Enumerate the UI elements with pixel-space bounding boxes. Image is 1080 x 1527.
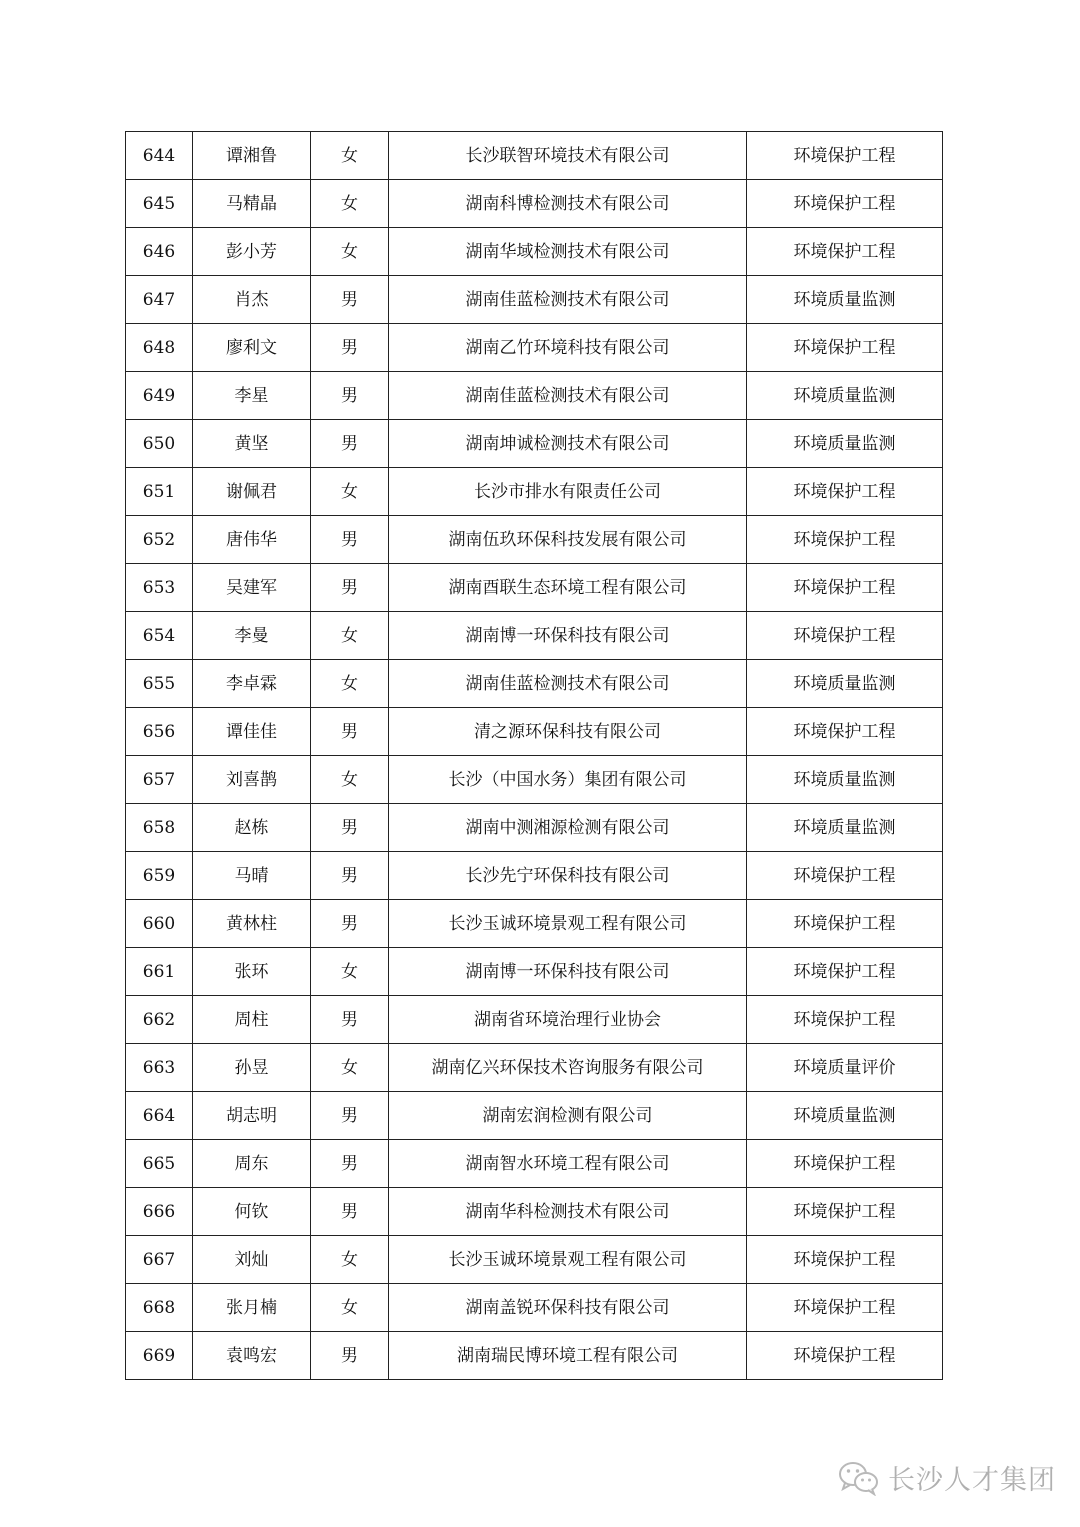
company-cell: 湖南佳蓝检测技术有限公司 [389,372,747,420]
specialty-cell: 环境保护工程 [747,612,943,660]
index-cell: 650 [126,420,193,468]
name-cell: 吴建军 [193,564,311,612]
name-cell: 肖杰 [193,276,311,324]
name-cell: 胡志明 [193,1092,311,1140]
company-cell: 长沙玉诚环境景观工程有限公司 [389,900,747,948]
name-cell: 张月楠 [193,1284,311,1332]
gender-cell: 女 [311,1284,389,1332]
name-cell: 何钦 [193,1188,311,1236]
specialty-cell: 环境保护工程 [747,1236,943,1284]
specialty-cell: 环境保护工程 [747,516,943,564]
index-cell: 659 [126,852,193,900]
table-row [126,708,943,756]
specialty-cell: 环境保护工程 [747,180,943,228]
specialty-cell: 环境质量监测 [747,756,943,804]
index-cell: 648 [126,324,193,372]
index-cell: 655 [126,660,193,708]
gender-cell: 女 [311,660,389,708]
company-cell: 湖南博一环保科技有限公司 [389,948,747,996]
table-row [126,900,943,948]
company-cell: 湖南佳蓝检测技术有限公司 [389,660,747,708]
gender-cell: 男 [311,852,389,900]
name-cell: 张环 [193,948,311,996]
gender-cell: 男 [311,996,389,1044]
specialty-cell: 环境保护工程 [747,852,943,900]
gender-cell: 男 [311,1332,389,1380]
index-cell: 668 [126,1284,193,1332]
company-cell: 湖南佳蓝检测技术有限公司 [389,276,747,324]
specialty-cell: 环境质量监测 [747,804,943,852]
table-row [126,756,943,804]
name-cell: 谭湘鲁 [193,132,311,180]
table-row [126,948,943,996]
index-cell: 664 [126,1092,193,1140]
name-cell: 谢佩君 [193,468,311,516]
name-cell: 李卓霖 [193,660,311,708]
table-row [126,1188,943,1236]
specialty-cell: 环境保护工程 [747,1188,943,1236]
name-cell: 赵栋 [193,804,311,852]
table-row [126,420,943,468]
roster-table [125,131,943,1380]
company-cell: 湖南乙竹环境科技有限公司 [389,324,747,372]
index-cell: 657 [126,756,193,804]
index-cell: 667 [126,1236,193,1284]
specialty-cell: 环境保护工程 [747,948,943,996]
name-cell: 刘灿 [193,1236,311,1284]
index-cell: 651 [126,468,193,516]
specialty-cell: 环境质量监测 [747,1092,943,1140]
company-cell: 湖南坤诚检测技术有限公司 [389,420,747,468]
name-cell: 袁鸣宏 [193,1332,311,1380]
company-cell: 湖南酉联生态环境工程有限公司 [389,564,747,612]
gender-cell: 男 [311,708,389,756]
company-cell: 湖南伍玖环保科技发展有限公司 [389,516,747,564]
table-row [126,996,943,1044]
gender-cell: 男 [311,420,389,468]
company-cell: 湖南博一环保科技有限公司 [389,612,747,660]
specialty-cell: 环境质量评价 [747,1044,943,1092]
company-cell: 长沙先宁环保科技有限公司 [389,852,747,900]
index-cell: 656 [126,708,193,756]
table-row [126,564,943,612]
specialty-cell: 环境质量监测 [747,420,943,468]
company-cell: 湖南科博检测技术有限公司 [389,180,747,228]
specialty-cell: 环境保护工程 [747,708,943,756]
index-cell: 647 [126,276,193,324]
gender-cell: 男 [311,1140,389,1188]
company-cell: 长沙（中国水务）集团有限公司 [389,756,747,804]
gender-cell: 男 [311,1092,389,1140]
index-cell: 666 [126,1188,193,1236]
index-cell: 646 [126,228,193,276]
table-row [126,660,943,708]
index-cell: 644 [126,132,193,180]
name-cell: 孙昱 [193,1044,311,1092]
specialty-cell: 环境保护工程 [747,468,943,516]
table-row [126,324,943,372]
table-row [126,180,943,228]
table-row [126,468,943,516]
specialty-cell: 环境保护工程 [747,1332,943,1380]
name-cell: 周东 [193,1140,311,1188]
company-cell: 长沙联智环境技术有限公司 [389,132,747,180]
index-cell: 660 [126,900,193,948]
name-cell: 马晴 [193,852,311,900]
gender-cell: 女 [311,468,389,516]
name-cell: 廖利文 [193,324,311,372]
index-cell: 665 [126,1140,193,1188]
gender-cell: 女 [311,612,389,660]
index-cell: 661 [126,948,193,996]
table-row [126,1332,943,1380]
name-cell: 彭小芳 [193,228,311,276]
company-cell: 湖南华科检测技术有限公司 [389,1188,747,1236]
table-row [126,276,943,324]
index-cell: 652 [126,516,193,564]
company-cell: 湖南中测湘源检测有限公司 [389,804,747,852]
table-row [126,228,943,276]
gender-cell: 女 [311,132,389,180]
name-cell: 李星 [193,372,311,420]
specialty-cell: 环境保护工程 [747,132,943,180]
gender-cell: 女 [311,1044,389,1092]
table-row [126,516,943,564]
table-row [126,1140,943,1188]
roster-table-body [126,132,943,1380]
company-cell: 湖南省环境治理行业协会 [389,996,747,1044]
gender-cell: 男 [311,900,389,948]
gender-cell: 女 [311,756,389,804]
index-cell: 653 [126,564,193,612]
specialty-cell: 环境保护工程 [747,1140,943,1188]
table-row [126,1284,943,1332]
name-cell: 马精晶 [193,180,311,228]
specialty-cell: 环境保护工程 [747,324,943,372]
gender-cell: 男 [311,324,389,372]
gender-cell: 女 [311,1236,389,1284]
specialty-cell: 环境保护工程 [747,228,943,276]
company-cell: 湖南华域检测技术有限公司 [389,228,747,276]
gender-cell: 男 [311,516,389,564]
index-cell: 669 [126,1332,193,1380]
index-cell: 649 [126,372,193,420]
company-cell: 长沙市排水有限责任公司 [389,468,747,516]
specialty-cell: 环境质量监测 [747,276,943,324]
specialty-cell: 环境保护工程 [747,996,943,1044]
specialty-cell: 环境保护工程 [747,564,943,612]
index-cell: 654 [126,612,193,660]
company-cell: 湖南瑞民博环境工程有限公司 [389,1332,747,1380]
table-row [126,132,943,180]
gender-cell: 男 [311,564,389,612]
index-cell: 658 [126,804,193,852]
table-row [126,1092,943,1140]
specialty-cell: 环境质量监测 [747,660,943,708]
name-cell: 李曼 [193,612,311,660]
company-cell: 清之源环保科技有限公司 [389,708,747,756]
table-row [126,612,943,660]
specialty-cell: 环境保护工程 [747,900,943,948]
gender-cell: 男 [311,372,389,420]
company-cell: 长沙玉诚环境景观工程有限公司 [389,1236,747,1284]
name-cell: 唐伟华 [193,516,311,564]
table-row [126,804,943,852]
gender-cell: 女 [311,180,389,228]
company-cell: 湖南亿兴环保技术咨询服务有限公司 [389,1044,747,1092]
name-cell: 黄林柱 [193,900,311,948]
name-cell: 周柱 [193,996,311,1044]
specialty-cell: 环境质量监测 [747,372,943,420]
gender-cell: 男 [311,804,389,852]
company-cell: 湖南盖锐环保科技有限公司 [389,1284,747,1332]
name-cell: 谭佳佳 [193,708,311,756]
specialty-cell: 环境保护工程 [747,1284,943,1332]
gender-cell: 男 [311,276,389,324]
table-row [126,852,943,900]
wechat-icon [838,1460,880,1496]
table-row [126,1044,943,1092]
watermark [838,1458,1056,1497]
gender-cell: 女 [311,948,389,996]
company-cell: 湖南宏润检测有限公司 [389,1092,747,1140]
watermark-text: 长沙人才集团 [888,1465,1056,1496]
table-row [126,372,943,420]
name-cell: 刘喜鹊 [193,756,311,804]
index-cell: 663 [126,1044,193,1092]
name-cell: 黄坚 [193,420,311,468]
gender-cell: 女 [311,228,389,276]
company-cell: 湖南智水环境工程有限公司 [389,1140,747,1188]
table-row [126,1236,943,1284]
index-cell: 645 [126,180,193,228]
gender-cell: 男 [311,1188,389,1236]
index-cell: 662 [126,996,193,1044]
